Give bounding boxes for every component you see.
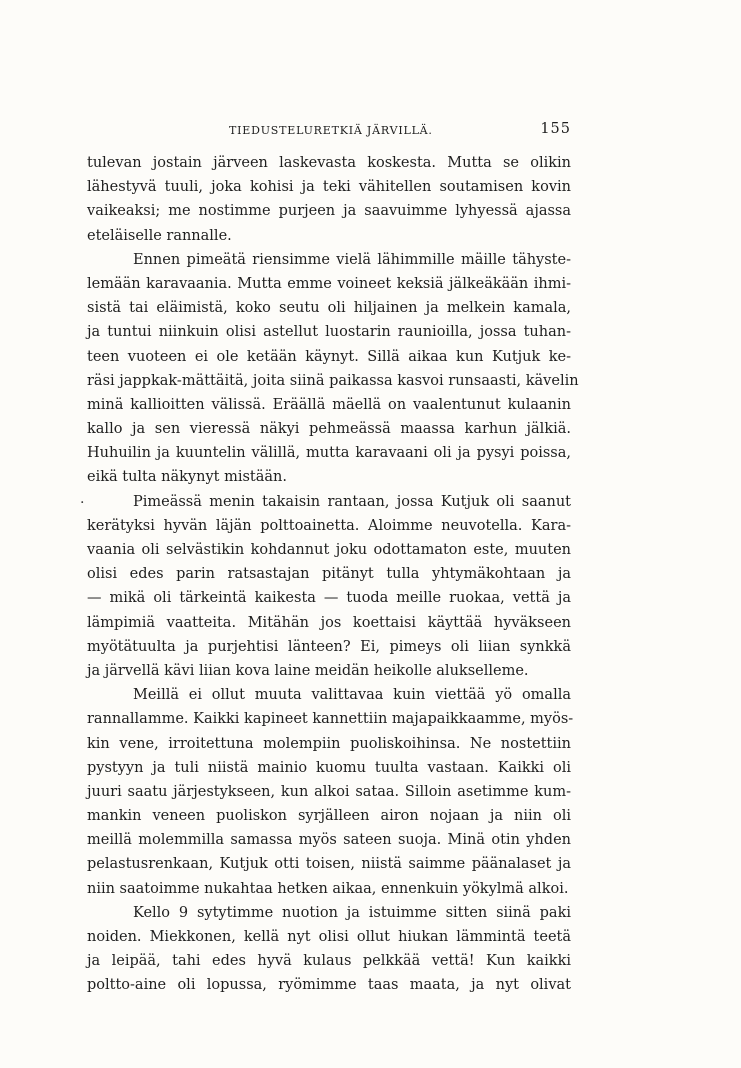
text-line: meillä molemmilla samassa myös sateen suoja. Minä otin yhden xyxy=(87,832,571,849)
text-line: lähestyvä tuuli, joka kohisi ja teki vähitellen soutamisen kovin xyxy=(87,179,571,196)
running-title: TIEDUSTELURETKIÄ JÄRVILLÄ. xyxy=(229,124,433,137)
text-line: eteläiselle rannalle. xyxy=(87,227,232,244)
text-line: kerätyksi hyvän läjän polttoainetta. Aloimme neuvotella. Kara- xyxy=(87,517,571,534)
text-line: — mikä oli tärkeintä kaikesta — tuoda meille ruokaa, vettä ja xyxy=(87,590,571,607)
text-line: sistä tai eläimistä, koko seutu oli hiljainen ja melkein kamala, xyxy=(87,300,571,317)
text-line: teen vuoteen ei ole ketään käynyt. Sillä aikaa kun Kutjuk ke- xyxy=(87,348,571,365)
text-line: olisi edes parin ratsastajan pitänyt tulla yhtymäkohtaan ja xyxy=(87,566,571,583)
text-line: minä kallioitten välissä. Eräällä mäellä on vaalentunut kulaanin xyxy=(87,396,571,413)
text-line: poltto-aine oli lopussa, ryömimme taas maata, ja nyt olivat xyxy=(87,977,571,994)
text-line: vaania oli selvästikin kohdannut joku odottamaton este, muuten xyxy=(87,542,571,558)
page-header xyxy=(87,116,571,138)
text-line: juuri saatu järjestykseen, kun alkoi sataa. Silloin asetimme kum- xyxy=(87,783,571,800)
text-line: Huhuilin ja kuuntelin välillä, mutta karavaani oli ja pysyi poissa, xyxy=(87,445,571,462)
text-line: lemään karavaania. Mutta emme voineet keksiä jälkeäkään ihmi- xyxy=(87,275,571,292)
text-line: ja järvellä kävi liian kova laine meidän heikolle alukselleme. xyxy=(87,662,529,679)
page-number: 155 xyxy=(540,121,571,137)
text-line: myötätuulta ja purjehtisi länteen? Ei, pimeys oli liian synkkä xyxy=(87,638,571,655)
paragraph-start-line: Meillä ei ollut muuta valittavaa kuin viettää yö omalla xyxy=(133,687,571,704)
margin-mark: . xyxy=(80,491,85,507)
text-line: räsi jappkak-mättäitä, joita siinä paikassa kasvoi runsaasti, kävelin xyxy=(87,372,579,389)
text-line: kallo ja sen vieressä näkyi pehmeässä maassa karhun jälkiä. xyxy=(87,421,571,438)
text-line: noiden. Miekkonen, kellä nyt olisi ollut hiukan lämmintä teetä xyxy=(87,929,571,945)
text-line: lämpimiä vaatteita. Mitähän jos koettaisi käyttää hyväkseen xyxy=(87,614,571,631)
text-line: vaikeaksi; me nostimme purjeen ja saavuimme lyhyessä ajassa xyxy=(87,203,571,220)
text-line: rannallamme. Kaikki kapineet kannettiin majapaikkaamme, myös- xyxy=(87,711,574,728)
text-line: kin vene, irroitettuna molempiin puoliskoihinsa. Ne nostettiin xyxy=(87,735,571,752)
text-line: niin saatoimme nukahtaa hetken aikaa, ennenkuin yökylmä alkoi. xyxy=(87,880,569,897)
body-text xyxy=(87,151,579,998)
paragraph-start-line: Kello 9 sytytimme nuotion ja istuimme sitten siinä paki xyxy=(133,904,571,921)
text-line: pystyyn ja tuli niistä mainio kuomu tuulta vastaan. Kaikki oli xyxy=(87,759,571,776)
text-line: tulevan jostain järveen laskevasta koskesta. Mutta se olikin xyxy=(87,155,571,171)
text-line: ja tuntui niinkuin olisi astellut luostarin raunioilla, jossa tuhan- xyxy=(87,324,571,341)
text-line: ja leipää, tahi edes hyvä kulaus pelkkää vettä! Kun kaikki xyxy=(87,953,571,970)
text-line: mankin veneen puoliskon syrjälleen airon nojaan ja niin oli xyxy=(87,808,571,825)
text-line: pelastusrenkaan, Kutjuk otti toisen, niistä saimme päänalaset ja xyxy=(87,856,571,873)
paragraph-start-line: Pimeässä menin takaisin rantaan, jossa Kutjuk oli saanut xyxy=(133,493,571,510)
paragraph-start-line: Ennen pimeätä riensimme vielä lähimmille mäille tähyste- xyxy=(133,251,571,268)
text-line: eikä tulta näkynyt mistään. xyxy=(87,469,287,486)
